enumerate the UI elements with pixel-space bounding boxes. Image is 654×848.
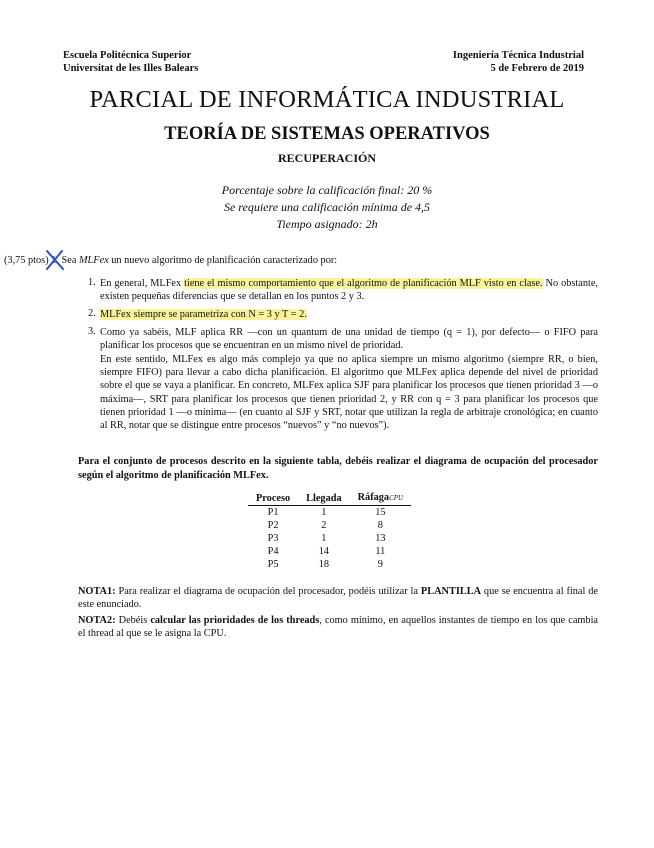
cell-burst: 15 [375,507,386,518]
cell-process: P5 [267,559,279,570]
item-3-para1: Como ya sabéis, MLF aplica RR —con un quantum de una unidad de tiempo (q = 1), por defecto— o FIFO para planificar los procesos que se encuentran en un mismo nivel de prioridad. [100,327,598,352]
cell-process: P3 [267,533,279,544]
note-1-pre: Para realizar el diagrama de ocupación del procesador, podéis utilizar la [118,586,418,597]
cell-arrival: 14 [318,546,330,557]
cell-burst: 13 [375,533,386,544]
intro-post: un nuevo algoritmo de planificación caracterizado por: [111,255,338,266]
note-2-bold: calcular las prioridades de los threads [150,615,320,626]
item-2-number: 2. [88,308,96,319]
process-table-wrap [248,491,411,571]
cell-burst: 8 [377,520,383,531]
process-table [248,491,411,571]
item-3-number: 3. [88,326,96,337]
course-header [453,49,584,75]
institution-header [63,49,198,75]
note-1 [78,585,598,611]
cell-process: P4 [267,546,279,557]
note-1-label: NOTA1: [78,586,116,597]
item-1-pre: En general, MLFex [100,278,182,289]
exam-type: RECUPERACIÓN [277,151,376,165]
item-1-post: No obstante, existen pequeñas diferencias que se detallan en los puntos 2 y 3. [100,278,598,303]
note-2 [78,614,598,640]
degree-name: Ingeniería Técnica Industrial [452,50,584,61]
subtitle: TEORÍA DE SISTEMAS OPERATIVOS [164,124,490,144]
table-row [248,545,411,558]
item-1-text [100,277,598,303]
note-1-bold: PLANTILLA [420,586,481,597]
note-2-pre: Debéis [118,615,148,626]
intro-pre: Sea [61,255,77,266]
question-intro [4,254,337,267]
col-burst [350,491,411,506]
col-arrival: Llegada [306,492,342,504]
cell-process: P1 [267,507,279,518]
cell-burst: 9 [377,559,383,570]
grade-percentage: Porcentaje sobre la calificación final: 20 % [221,183,433,197]
table-header-row [248,491,411,506]
school-name: Escuela Politécnica Superior [63,50,192,61]
col-process: Proceso [256,492,291,504]
note-1-post: que se encuentra al final de este enunciado. [78,586,598,611]
note-2-label: NOTA2: [78,615,116,626]
cell-arrival: 2 [321,520,327,531]
table-row [248,506,411,520]
item-2-text [100,308,598,321]
question-points: (3,75 ptos) [4,255,49,266]
table-row [248,532,411,545]
cell-process: P2 [267,520,279,531]
item-1-highlight: tiene el mismo comportamiento que el algoritmo de planificación MLF visto en clase. [184,278,543,289]
col-burst-label: Ráfaga [357,492,390,503]
cell-arrival: 1 [321,533,327,544]
question-number: 1. [51,255,59,266]
university-name: Universitat de les Illes Balears [63,63,199,74]
item-1-number: 1. [88,277,96,288]
cell-arrival: 1 [321,507,327,518]
algorithm-name: MLFex [78,255,109,266]
task-statement: Para el conjunto de procesos descrito en la siguiente tabla, debéis realizar el diagrama de ocupación del procesador según el algoritmo de planificación MLFex. [78,456,598,481]
cross-mark-icon [44,249,66,271]
question-number-wrap [51,254,59,267]
col-burst-sub: CPU [389,494,404,502]
main-title: PARCIAL DE INFORMÁTICA INDUSTRIAL [89,86,565,113]
note-2-post: , como mínimo, en aquellos instantes de tiempo en los que cambia el thread al que se le asigna la CPU. [78,615,598,640]
cell-burst: 11 [375,546,386,557]
item-2-highlight: MLFex siempre se parametriza con N = 3 y T = 2. [100,309,307,320]
time-allowed: Tiempo asignado: 2h [276,217,378,231]
table-row [248,558,411,571]
cell-arrival: 18 [318,559,330,570]
exam-date: 5 de Febrero de 2019 [490,63,584,74]
item-3-para2: En este sentido, MLFex es algo más complejo ya que no aplica siempre un mismo algoritmo (siempre RR, o bien, siempre FIFO) para llevar a cabo dicha planificación. El algoritmo que MLFex aplica depende del nivel de prioridad sobre el que se vaya a planificar. En concreto, MLFex aplica SJF para planificar los procesos que tienen prioridad 3 —o máxima—, SRT para planificar los procesos que tienen prioridad 2, y RR con q = 3 para planificar los procesos que tienen prioridad 1 —o mínima— (en cuanto al SJF y SRT, notar que utilizan la regla de arbitraje cronológica; en cuanto al RR, notar que se distingue entre procesos “nuevos” y “no nuevos”). [100,354,598,432]
minimum-grade: Se requiere una calificación mínima de 4,5 [223,200,431,214]
table-row [248,519,411,532]
